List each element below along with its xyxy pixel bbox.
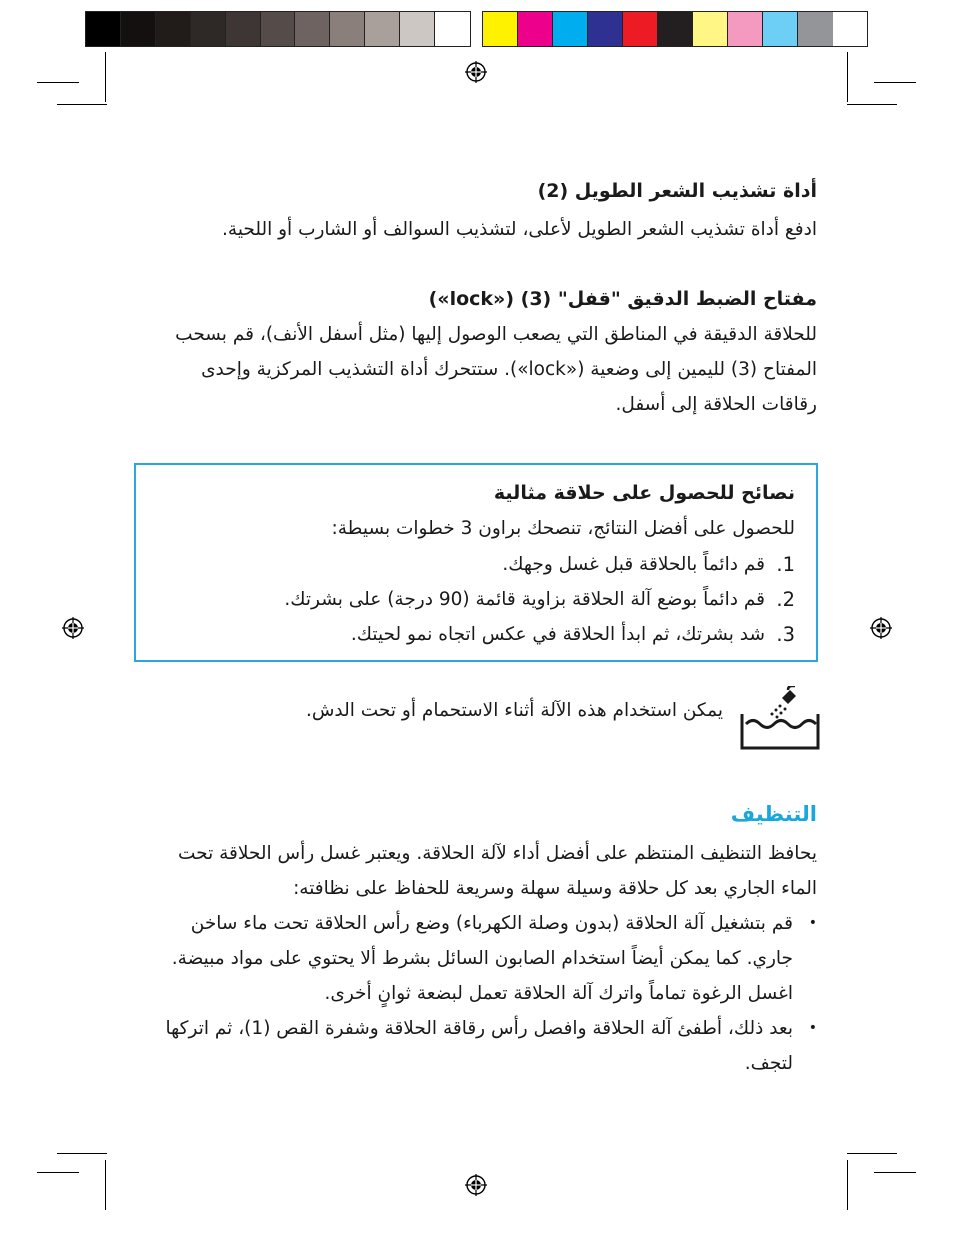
crop-mark [847, 1160, 848, 1210]
cleaning-bullet [137, 906, 817, 1011]
cleaning-bullet-line: قم بتشغيل آلة الحلاقة (بدون وصلة الكهرباء) وضع رأس الحلاقة تحت ماء ساخن [190, 913, 793, 934]
registration-mark-icon [870, 617, 892, 639]
process-swatch [798, 12, 833, 46]
tips-intro: للحصول على أفضل النتائج، تنصحك براون 3 خطوات بسيطة: [331, 518, 795, 539]
process-swatch [483, 12, 518, 46]
cleaning-bullet-line: جاري. كما يمكن أيضاً استخدام الصابون السائل بشرط ألا يحتوي على مواد مبيضة. [171, 948, 793, 969]
tip-step [155, 582, 795, 617]
process-swatch [693, 12, 728, 46]
cleaning-bullet-line: اغسل الرغوة تماماً واترك آلة الحلاقة تعمل لبضعة ثوانٍ أخرى. [324, 983, 793, 1004]
cleaning-intro-line: الماء الجاري بعد كل حلاقة وسيلة سهلة وسريعة للحفاظ على نظافته: [293, 878, 817, 899]
lock-body [137, 317, 817, 422]
registration-mark-icon [62, 617, 84, 639]
crop-mark [874, 1172, 916, 1173]
gray-swatch [295, 12, 330, 46]
cleaning-bullet-line: لتجف. [744, 1053, 793, 1074]
process-swatch [658, 12, 693, 46]
lock-line: رقاقات الحلاقة إلى أسفل. [615, 394, 817, 415]
crop-mark [37, 82, 79, 83]
shower-note-text: يمكن استخدام هذه الآلة أثناء الاستحمام أو تحت الدش. [305, 700, 723, 721]
gray-swatch [121, 12, 156, 46]
gray-swatch [400, 12, 435, 46]
cleaning-intro [137, 836, 817, 906]
cleaning-intro-line: يحافظ التنظيف المنتظم على أفضل أداء لآلة الحلاقة. ويعتبر غسل رأس الحلاقة تحت [177, 843, 817, 864]
gray-swatch [330, 12, 365, 46]
shower-icon [740, 686, 820, 750]
bullet-dot: • [808, 915, 817, 931]
crop-mark [847, 1153, 897, 1154]
tip-step-number: 1. [776, 553, 795, 576]
process-swatch [623, 12, 658, 46]
cleaning-bullet-line: بعد ذلك، أطفئ آلة الحلاقة وافصل رأس رقاقة الحلاقة وشفرة القص (1)، ثم اتركها [165, 1018, 793, 1039]
lock-heading: مفتاح الضبط الدقيق "قفل" (3) («lock») [428, 288, 817, 310]
lock-line: المفتاح (3) لليمين إلى وضعية («lock»). ستتحرك أداة التشذيب المركزية وإحدى [201, 359, 817, 380]
crop-mark [874, 82, 916, 83]
tip-step-number: 3. [776, 623, 795, 646]
process-swatch [728, 12, 763, 46]
cleaning-heading: التنظيف [730, 802, 817, 826]
gray-swatch [156, 12, 191, 46]
tip-step-text: قم دائماً بالحلاقة قبل غسل وجهك. [502, 554, 765, 575]
gray-swatch [261, 12, 296, 46]
crop-mark [847, 52, 848, 102]
process-swatch [588, 12, 623, 46]
tip-step [155, 617, 795, 652]
gray-swatch [365, 12, 400, 46]
gray-color-bar [85, 11, 471, 47]
crop-mark [57, 1153, 107, 1154]
crop-mark [105, 52, 106, 102]
process-swatch [518, 12, 553, 46]
registration-mark-icon [465, 1174, 487, 1196]
crop-mark [105, 1160, 106, 1210]
gray-swatch [86, 12, 121, 46]
gray-swatch [226, 12, 261, 46]
registration-mark-icon [465, 61, 487, 83]
tip-step-text: قم دائماً بوضع آلة الحلاقة بزاوية قائمة (90 درجة) على بشرتك. [284, 589, 765, 610]
trimmer-body: ادفع أداة تشذيب الشعر الطويل لأعلى، لتشذيب السوالف أو الشارب أو اللحية. [222, 219, 817, 240]
trimmer-heading: أداة تشذيب الشعر الطويل (2) [537, 180, 817, 202]
tips-steps [155, 547, 795, 652]
cleaning-bullets [137, 906, 817, 1081]
process-swatch [763, 12, 798, 46]
gray-swatch [435, 12, 470, 46]
crop-mark [57, 104, 107, 105]
lock-line: للحلاقة الدقيقة في المناطق التي يصعب الوصول إليها (مثل أسفل الأنف)، قم بسحب [175, 324, 817, 345]
tip-step [155, 547, 795, 582]
process-swatch [553, 12, 588, 46]
tip-step-number: 2. [776, 588, 795, 611]
bullet-dot: • [808, 1020, 817, 1036]
crop-mark [847, 104, 897, 105]
crop-mark [37, 1172, 79, 1173]
tip-step-text: شد بشرتك، ثم ابدأ الحلاقة في عكس اتجاه نمو لحيتك. [350, 624, 765, 645]
cleaning-bullet [137, 1011, 817, 1081]
gray-swatch [191, 12, 226, 46]
tips-heading: نصائح للحصول على حلاقة مثالية [493, 482, 795, 504]
process-color-bar [482, 11, 868, 47]
